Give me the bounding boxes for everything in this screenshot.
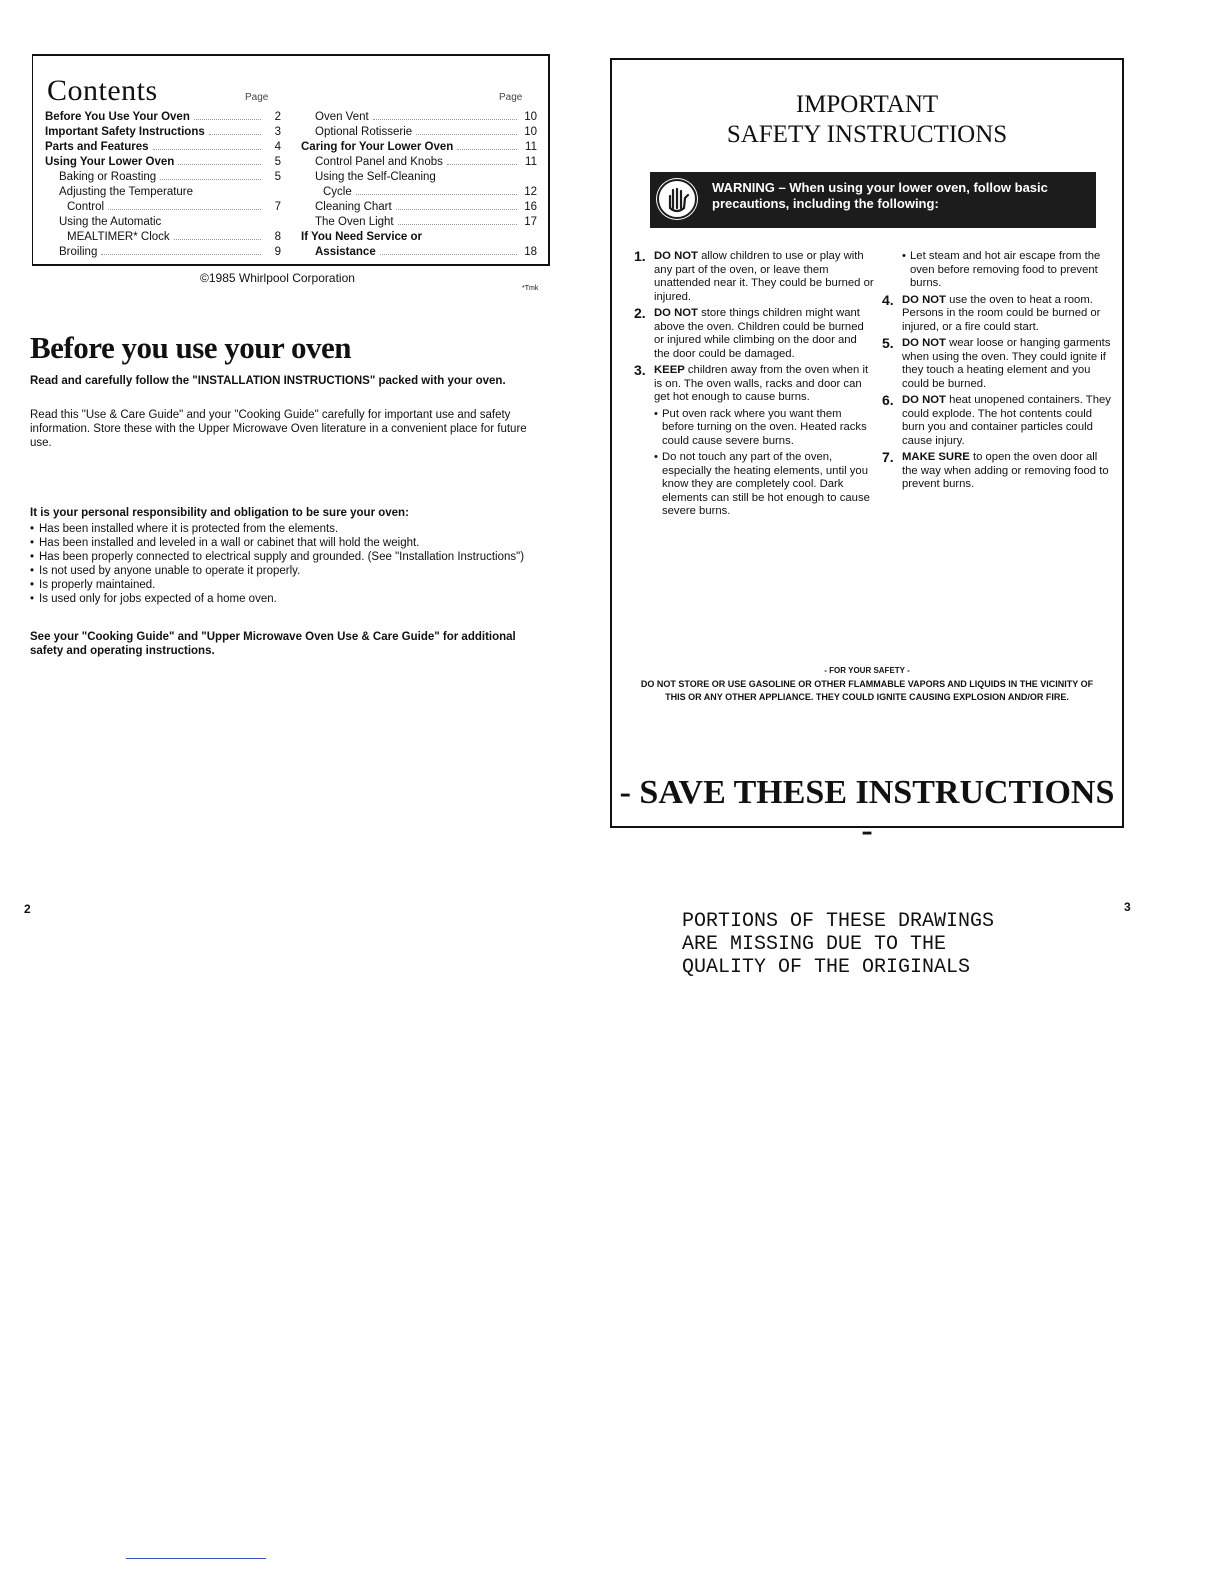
list-item: • Has been installed and leveled in a wall or cabinet that will hold the weight. [30,536,540,550]
toc-dot-leader [174,239,261,240]
toc-entry-page: 9 [274,246,281,258]
contents-box [32,54,550,266]
toc-dot-leader [457,149,517,150]
toc-entry [301,245,537,260]
toc-entry-label: Using the Self-Cleaning [315,171,436,183]
toc-entry-label: Using the Automatic [59,216,162,228]
warning-banner [650,172,1096,228]
toc-dot-leader [373,119,517,120]
toc-entry-page: 12 [524,186,537,198]
safety-title [612,90,1122,150]
toc-dot-leader [108,209,261,210]
toc-entry-label: Parts and Features [45,141,149,153]
safety-item-4: 4. DO NOT use the oven to heat a room. Persons in the room could be burned or injured, or a fire could start. [882,291,1101,333]
toc-entry-label: Control Panel and Knobs [315,156,443,168]
toc-entry-label: Before You Use Your Oven [45,111,190,123]
toc-entry-page: 8 [274,231,281,243]
list-item: • Is used only for jobs expected of a home oven. [30,592,540,606]
toc-entry-label: Important Safety Instructions [45,126,205,138]
safety-item-1: 1. DO NOT allow children to use or play with any part of the oven, or leave them unattended near it. They could be burned or injured. [634,248,874,303]
toc-entry-page: 11 [525,156,537,168]
toc-entry-page: 7 [274,201,281,213]
toc-entry-page: 18 [524,246,537,258]
page-number-right: 3 [1124,900,1131,914]
safety-item-2: 2. DO NOT store things children might want above the oven. Children could be burned or injured while climbing on the door and the door could be damaged. [634,305,864,360]
see-guides-note: See your "Cooking Guide" and "Upper Microwave Oven Use & Care Guide" for additional safety and operating instructions. [30,631,516,657]
toc-entry-label: The Oven Light [315,216,394,228]
toc-entry-label: Cycle [323,186,352,198]
safety-column-left [634,250,874,522]
toc-dot-leader [101,254,261,255]
toc-entry [45,200,281,215]
page-column-header-right: Page [499,92,523,103]
list-item: • Has been installed where it is protected from the elements. [30,522,540,536]
toc-entry-label: If You Need Service or [301,231,423,243]
toc-entry-page: 17 [524,216,537,228]
toc-entry-label: Using Your Lower Oven [45,156,175,168]
for-your-safety-label: - FOR YOUR SAFETY - [824,666,910,675]
safety-item-7: 7. MAKE SURE to open the oven door all the way when adding or removing food to prevent burns. [882,449,1109,490]
toc-entry [301,140,537,155]
safety-title-line-1: IMPORTANT [795,91,939,118]
toc-entry-page: 4 [274,141,281,153]
toc-entry-label: Control [67,201,105,213]
toc-left-column [45,110,281,260]
page-column-header-left: Page [245,92,269,103]
toc-entry [301,170,537,185]
toc-entry [301,215,537,230]
toc-dot-leader [398,224,517,225]
save-instructions-banner: - SAVE THESE INSTRUCTIONS - [619,774,1115,849]
safety-item-3-bullet-steam: • Let steam and hot air escape from the oven before removing food to prevent burns. [882,250,1114,291]
toc-entry-page: 5 [274,156,281,168]
safety-item-5: 5. DO NOT wear loose or hanging garments when using the oven. They could ignite if they touch a heating element and you could be burned. [882,335,1111,390]
toc-entry-page: 2 [274,111,281,123]
safety-item-3: 3. KEEP children away from the oven when it is on. The oven walls, racks and door can get hot enough to cause burns. [634,362,869,403]
toc-entry-label: Assistance [315,246,376,258]
before-heading: Before you use your oven [30,330,351,365]
toc-dot-leader [194,119,261,120]
toc-entry-label: Optional Rotisserie [315,126,413,138]
toc-entry-page: 3 [274,126,281,138]
toc-entry [301,185,537,200]
for-your-safety-text: DO NOT STORE OR USE GASOLINE OR OTHER FLAMMABLE VAPORS AND LIQUIDS IN THE VICINITY OF THIS OR ANY OTHER APPLIANCE. THEY COULD IGNITE CAUSING EXPLOSION AND/OR FIRE. [640,679,1094,702]
toc-entry [45,125,281,140]
toc-entry [45,245,281,260]
safety-title-line-2: SAFETY INSTRUCTIONS [726,121,1008,148]
toc-entry-page: 5 [274,171,281,183]
toc-dot-leader [153,149,261,150]
list-item: • Is properly maintained. [30,578,540,592]
toc-entry [301,230,537,245]
toc-entry-label: MEALTIMER* Clock [67,231,170,243]
contents-title: Contents [47,74,158,107]
toc-dot-leader [356,194,517,195]
toc-entry-page: 16 [524,201,537,213]
use-care-guide-paragraph: Read this "Use & Care Guide" and your "Cooking Guide" carefully for important use and safety information. Store these with the Upper Microwave Oven literature in a convenient place for future use. [30,409,527,449]
footer-rule [126,1558,266,1559]
toc-entry [45,215,281,230]
safety-instructions-box [610,58,1124,849]
missing-portions-notice: PORTIONS OF THESE DRAWINGS ARE MISSING DUE TO THE QUALITY OF THE ORIGINALS [682,910,995,979]
toc-entry-page: 10 [524,126,537,138]
toc-entry-page: 10 [524,111,537,123]
toc-dot-leader [416,134,517,135]
toc-entry-label: Cleaning Chart [315,201,392,213]
toc-entry [45,155,281,170]
safety-item-3-bullet-elements: • Do not touch any part of the oven, especially the heating elements, until you know they are completely cool. Dark elements can still be hot enough to cause severe burns. [634,451,874,519]
toc-dot-leader [380,254,517,255]
toc-entry [301,110,537,125]
list-item: • Is not used by anyone unable to operate it properly. [30,564,540,578]
toc-entry-label: Oven Vent [315,111,369,123]
safety-item-6: 6. DO NOT heat unopened containers. They could explode. The hot contents could burn you and container particles could cause injury. [882,392,1111,447]
toc-entry [45,170,281,185]
toc-dot-leader [396,209,517,210]
toc-dot-leader [178,164,261,165]
responsibility-heading: It is your personal responsibility and obligation to be sure your oven: [30,507,409,519]
toc-entry [45,185,281,200]
toc-entry-label: Caring for Your Lower Oven [301,141,454,153]
toc-entry-page: 11 [525,141,537,153]
toc-dot-leader [160,179,261,180]
safety-column-right [882,250,1114,495]
toc-entry [45,110,281,125]
toc-right-column [301,110,537,260]
toc-entry [45,140,281,155]
toc-dot-leader [209,134,261,135]
toc-entry [45,230,281,245]
toc-entry-label: Broiling [59,246,98,258]
trademark-note: *Tmk [522,285,539,292]
toc-dot-leader [447,164,517,165]
copyright-line: ©1985 Whirlpool Corporation [200,271,355,285]
toc-entry-label: Baking or Roasting [59,171,157,183]
toc-entry [301,125,537,140]
toc-entry [301,155,537,170]
responsibility-list [30,522,540,606]
page-number-left: 2 [24,902,31,916]
installation-instructions-paragraph: Read and carefully follow the "INSTALLATION INSTRUCTIONS" packed with your oven. [30,375,506,387]
stop-hand-icon [656,178,698,220]
toc-entry [301,200,537,215]
safety-item-3-bullet-racks: • Put oven rack where you want them before turning on the oven. Heated racks could cause severe burns. [634,408,874,449]
toc-entry-label: Adjusting the Temperature [59,186,194,198]
warning-text: WARNING – When using your lower oven, follow basic precautions, including the following: [712,180,1048,211]
list-item: • Has been properly connected to electrical supply and grounded. (See "Installation Instructions") [30,550,540,564]
